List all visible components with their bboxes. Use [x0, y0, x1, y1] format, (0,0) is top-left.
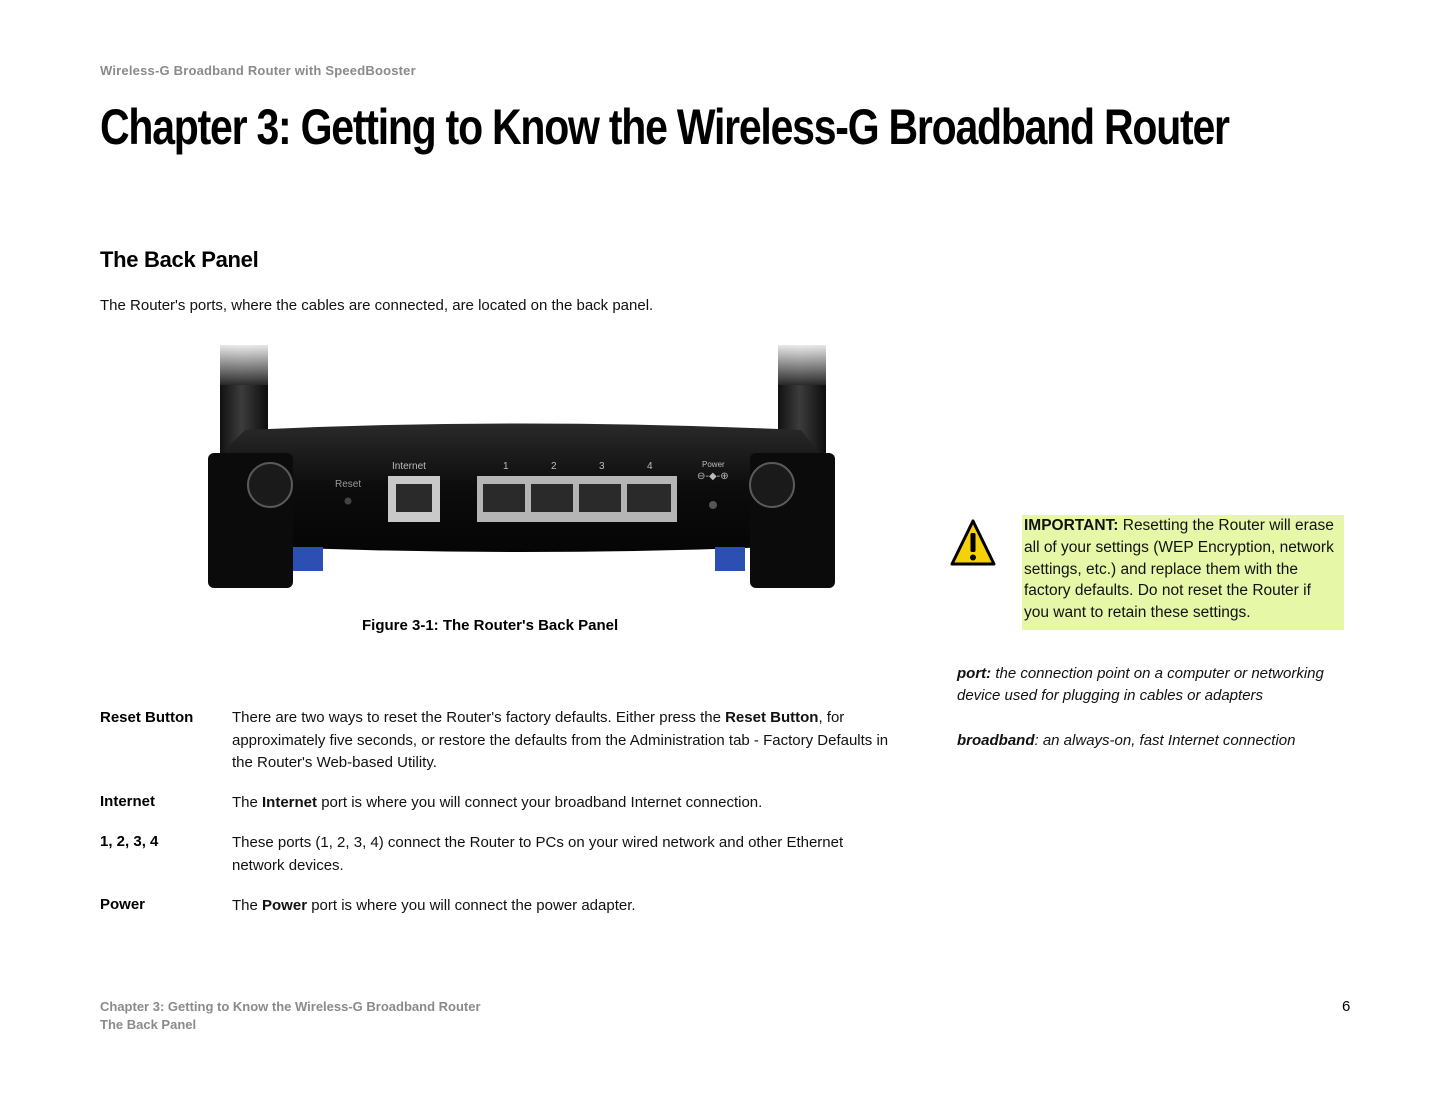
svg-text:1: 1: [503, 461, 509, 472]
footer-section: The Back Panel: [100, 1017, 197, 1032]
glossary-broadband: broadband: an always-on, fast Internet connection: [957, 732, 1296, 749]
running-header: Wireless-G Broadband Router with SpeedBooster: [100, 63, 416, 78]
term-internet: Internet: [100, 793, 156, 810]
desc-internet: The Internet port is where you will connect your broadband Internet connection.: [232, 794, 763, 811]
internet-label: Internet: [392, 461, 426, 472]
reset-label: Reset: [335, 479, 362, 490]
term-power: Power: [100, 896, 146, 913]
footer: [100, 998, 481, 1034]
desc-ports: These ports (1, 2, 3, 4) connect the Router to PCs on your wired network and other Ethernet network devices.: [232, 834, 844, 874]
svg-text:2: 2: [551, 461, 557, 472]
intro-paragraph: The Router's ports, where the cables are connected, are located on the back panel.: [100, 297, 654, 314]
term-ports: 1, 2, 3, 4: [100, 833, 159, 850]
important-note: [1022, 515, 1344, 630]
term-reset-button: Reset Button: [100, 709, 194, 726]
svg-text:3: 3: [599, 461, 605, 472]
section-title: The Back Panel: [100, 247, 259, 272]
power-label: Power: [702, 460, 725, 469]
page-number: 6: [1342, 998, 1351, 1015]
glossary-port: port: the connection point on a computer or networking device used for plugging in cables or adapters: [957, 665, 1324, 704]
important-text: Resetting the Router will erase all of your settings (WEP Encryption, network settings, etc.) and replace them with the factory defaults. Do not reset the Router if you want to retain these settings.: [1024, 517, 1334, 622]
desc-power: The Power port is where you will connect the power adapter.: [232, 897, 636, 914]
chapter-title: Chapter 3: Getting to Know the Wireless-G Broadband Router: [100, 99, 1229, 155]
important-label: IMPORTANT:: [1024, 517, 1119, 534]
warning-icon: [950, 518, 996, 570]
svg-text:4: 4: [647, 461, 653, 472]
desc-reset-button: There are two ways to reset the Router's factory defaults. Either press the Reset Button, for approximately five seconds, or restore the defaults from the Administration tab - Factory Defaults in the Router's Web-based Utility.: [232, 709, 889, 771]
figure-caption: Figure 3-1: The Router's Back Panel: [362, 617, 619, 634]
footer-chapter: Chapter 3: Getting to Know the Wireless-G Broadband Router: [100, 999, 481, 1014]
svg-text:⊖-◆-⊕: ⊖-◆-⊕: [697, 471, 729, 482]
router-back-panel-image: [205, 345, 837, 590]
